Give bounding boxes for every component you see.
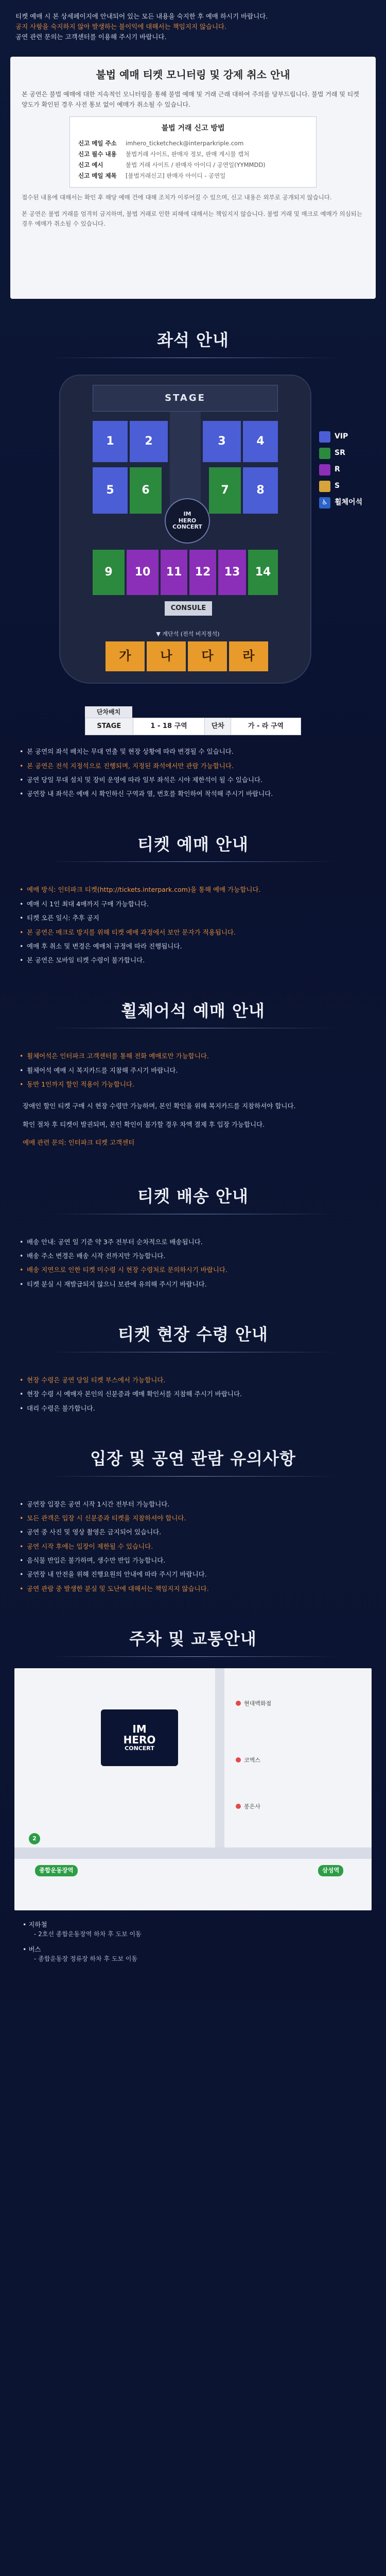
list-item: • 예매 시 1인 최대 4매까지 구매 가능합니다.: [20, 899, 366, 909]
delivery-notes: [0, 1226, 386, 1290]
report-value: [불법거래신고] 판매자 아이디 - 공연일: [126, 172, 226, 179]
table-row: [85, 718, 301, 735]
list-item: • 본 공연은 모바일 티켓 수령이 불가합니다.: [20, 955, 366, 965]
legend-vip: [319, 431, 362, 443]
legend-label: S: [335, 481, 340, 490]
poi-label: 현대백화점: [244, 1700, 272, 1707]
poi: [236, 1756, 260, 1765]
list-item: • 공연장 내 안전을 위해 진행요원의 안내에 따라 주시기 바랍니다.: [20, 1569, 366, 1579]
list-item: • 티켓 오픈 일시: 추후 공지: [20, 913, 366, 923]
report-value: imhero_ticketcheck@interparkriple.com: [126, 140, 244, 147]
console: CONSULE: [165, 601, 212, 616]
seat-block-7[interactable]: 7: [209, 467, 241, 514]
legend-sr: [319, 448, 362, 459]
intro-line-1: 티켓 예매 시 본 상세페이지에 안내되어 있는 모든 내용을 숙지한 후 예매 하시기 바랍니다.: [15, 12, 268, 20]
report-key: 신고 메일 제목: [78, 172, 117, 179]
zone-table-grid: [85, 718, 301, 735]
list-item: • 공연 당일 무대 설치 및 장비 운영에 따라 일부 좌석은 시야 제한석이 될 수 있습니다.: [20, 775, 366, 785]
list-item: • 공연 중 사진 및 영상 촬영은 금지되어 있습니다.: [20, 1527, 366, 1537]
stand-row: [106, 641, 268, 671]
seat-block-3[interactable]: 3: [203, 421, 241, 462]
notice-para-2: 접수된 내용에 대해서는 확인 후 해당 예매 건에 대해 조치가 이루어질 수 있으며, 신고 내용은 외부로 공개되지 않습니다.: [22, 194, 332, 201]
seat-block-10[interactable]: 10: [127, 550, 159, 595]
table-cell: 1 - 18 구역: [133, 718, 205, 735]
illegal-ticket-notice: [10, 57, 376, 299]
list-item: • 휠체어석 예매 시 복지카드를 지참해 주시기 바랍니다.: [20, 1065, 366, 1075]
report-key: 신고 예시: [78, 161, 103, 168]
seat-block-5[interactable]: 5: [93, 467, 128, 514]
poi-label: 봉은사: [244, 1803, 260, 1810]
table-cell: 단차: [205, 718, 231, 735]
list-item: • 동반 1인까지 할인 적용이 가능합니다.: [20, 1079, 366, 1089]
paragraph: 예매 관련 문의: 인터파크 티켓 고객센터: [23, 1138, 135, 1146]
transport-item: • 버스: [23, 1945, 41, 1953]
list-item: • 휠체어석은 인터파크 고객센터를 통해 전화 예매로만 가능합니다.: [20, 1051, 366, 1061]
list-item: • 음식물 반입은 불가하며, 생수만 반입 가능합니다.: [20, 1555, 366, 1565]
seat-block-4[interactable]: 4: [243, 421, 278, 462]
stand-label: ▼ 계단석 (전석 비지정석): [156, 630, 220, 637]
notice-title: 불법 예매 티켓 모니터링 및 강제 취소 안내: [96, 69, 290, 81]
list-item: • 예매 방식: 인터파크 티켓(http://tickets.interpark.com)을 통해 예매 가능합니다.: [20, 885, 366, 894]
seat-legend: [319, 431, 362, 514]
section-title-seat: 좌석 안내: [157, 330, 229, 350]
wheelchair-icon: ♿: [319, 497, 330, 509]
logo-concert: CONCERT: [125, 1744, 154, 1752]
logo-hero: HERO: [123, 1733, 156, 1746]
zone-table-head: 단차배치: [85, 706, 132, 718]
logo-im: IM: [132, 1722, 147, 1735]
section-title-wheelchair: 휠체어석 예매 안내: [121, 1001, 265, 1021]
pickup-notes: [0, 1364, 386, 1413]
metro-line-icon: 2: [29, 1833, 40, 1844]
table-cell: 가 - 라 구역: [231, 718, 301, 735]
zone-table: [85, 706, 301, 736]
list-item: • 공연 관람 중 발생한 분실 및 도난에 대해서는 책임지지 않습니다.: [20, 1584, 366, 1594]
seat-block-1[interactable]: 1: [93, 421, 128, 462]
list-item: • 본 공연은 매크로 방지를 위해 티켓 예매 과정에서 보안 문자가 적용됩니다.: [20, 927, 366, 937]
list-item: • 현장 수령 시 예매자 본인의 신분증과 예매 확인서를 지참해 주시기 바랍니다.: [20, 1389, 366, 1399]
section-title-delivery: 티켓 배송 안내: [137, 1187, 249, 1207]
seat-notes: [0, 735, 386, 799]
notice-para-3: 본 공연은 불법 거래를 엄격히 금지하며, 불법 거래로 인한 피해에 대해서는 책임지지 않습니다. 불법 거래 및 매크로 예매가 의심되는 경우 예매가 취소될 수 있습니다.: [22, 210, 362, 228]
report-row: [78, 171, 308, 181]
logo-im: IM: [183, 511, 191, 518]
legend-swatch: [319, 431, 330, 443]
list-item: • 본 공연의 좌석 배치는 무대 연출 및 현장 상황에 따라 변경될 수 있습니다.: [20, 747, 366, 756]
legend-label: 휠체어석: [335, 498, 363, 506]
seat-map: [10, 369, 376, 704]
logo-concert: CONCERT: [172, 523, 202, 530]
concert-logo: [165, 498, 210, 544]
legend-label: R: [335, 465, 340, 473]
list-item: • 배송 안내: 공연 일 기준 약 3주 전부터 순차적으로 배송됩니다.: [20, 1237, 366, 1247]
section-title-ticket: 티켓 예매 안내: [137, 834, 249, 854]
stage: STAGE: [93, 385, 278, 412]
report-row: [78, 138, 308, 149]
map-pin-icon: [236, 1757, 241, 1762]
venue-logo: [101, 1709, 178, 1766]
transport-sub: - 종합운동장 정류장 하차 후 도보 이동: [34, 1955, 138, 1963]
road: [14, 1848, 372, 1859]
stand-block[interactable]: 다: [188, 641, 227, 671]
report-card: [69, 116, 317, 188]
report-value: 불법거래 사이트, 판매자 정보, 판매 게시물 캡처: [126, 150, 250, 158]
list-item: • 현장 수령은 공연 당일 티켓 부스에서 가능합니다.: [20, 1375, 366, 1385]
list-item: • 공연장 입장은 공연 시작 1시간 전부터 가능합니다.: [20, 1499, 366, 1509]
list-item: • 티켓 분실 시 재발급되지 않으니 보관에 유의해 주시기 바랍니다.: [20, 1279, 366, 1289]
legend-swatch: [319, 448, 330, 459]
footer-spacer: [0, 1969, 386, 2000]
map-pin-icon: [236, 1701, 241, 1706]
road: [215, 1668, 224, 1848]
seat-block-14[interactable]: 14: [248, 550, 278, 595]
poi: [236, 1699, 271, 1708]
list-item: • 본 공연은 전석 지정석으로 진행되며, 지정된 좌석에서만 관람 가능합니다.: [20, 761, 366, 771]
intro-line-3: 공연 관련 문의는 고객센터를 이용해 주시기 바랍니다.: [15, 33, 167, 41]
legend-s: [319, 481, 362, 492]
poi: [236, 1802, 260, 1811]
section-title-entry: 입장 및 공연 관람 유의사항: [90, 1448, 296, 1468]
legend-swatch: [319, 464, 330, 476]
intro-line-2: 공지 사항을 숙지하지 않아 발생하는 불이익에 대해서는 책임지지 않습니다.: [15, 23, 227, 30]
table-cell: STAGE: [85, 718, 133, 735]
list-item: • 배송 지연으로 인한 티켓 미수령 시 현장 수령처로 문의하시기 바랍니다.: [20, 1265, 366, 1275]
seat-block-2[interactable]: 2: [130, 421, 168, 462]
transport-list: [23, 1920, 363, 1964]
divider: [49, 1656, 337, 1657]
entry-notes: [0, 1488, 386, 1594]
wheelchair-notes: [0, 1040, 386, 1089]
paragraph: 확인 절차 후 티켓이 발권되며, 본인 확인이 불가할 경우 차액 결제 후 입장 가능합니다.: [23, 1120, 265, 1128]
seat-block-13[interactable]: 13: [218, 550, 246, 595]
list-item: • 공연 시작 후에는 입장이 제한될 수 있습니다.: [20, 1541, 366, 1551]
station-label: 종합운동장역: [35, 1865, 78, 1876]
intro-text: [0, 0, 386, 49]
logo-hero: HERO: [178, 517, 197, 524]
seat-block-8[interactable]: 8: [243, 467, 278, 514]
seat-block-6[interactable]: 6: [130, 467, 162, 514]
legend-swatch: [319, 481, 330, 492]
stand-block[interactable]: 라: [229, 641, 268, 671]
section-title-parking: 주차 및 교통안내: [129, 1629, 257, 1649]
poi-label: 코엑스: [244, 1756, 260, 1764]
legend-label: SR: [335, 448, 345, 457]
paragraph: 장애인 할인 티켓 구매 시 현장 수령만 가능하며, 본인 확인을 위해 복지카드를 지참하셔야 합니다.: [23, 1102, 296, 1110]
list-item: • 배송 주소 변경은 배송 시작 전까지만 가능합니다.: [20, 1251, 366, 1261]
legend-label: VIP: [335, 432, 348, 440]
section-title-pickup: 티켓 현장 수령 안내: [118, 1325, 268, 1345]
transport-sub: - 2호선 종합운동장역 하차 후 도보 이동: [34, 1930, 142, 1938]
list-item: • 대리 수령은 불가합니다.: [20, 1403, 366, 1413]
map-pin-icon: [236, 1804, 241, 1809]
seat-block-9[interactable]: 9: [93, 550, 125, 595]
list-item: • 모든 관객은 입장 시 신분증과 티켓을 지참하셔야 합니다.: [20, 1513, 366, 1523]
seat-block-11[interactable]: 11: [161, 550, 187, 595]
divider: [49, 1476, 337, 1477]
legend-r: [319, 464, 362, 476]
seat-block-12[interactable]: 12: [189, 550, 216, 595]
stand-block[interactable]: 나: [147, 641, 186, 671]
venue-map[interactable]: [14, 1668, 372, 1910]
station-label: 삼성역: [318, 1865, 343, 1876]
report-key: 신고 메일 주소: [78, 140, 117, 147]
wheelchair-detail: [0, 1093, 386, 1148]
report-title: 불법 거래 신고 방법: [161, 124, 225, 132]
notice-para-1: 본 공연은 불법 예매에 대한 지속적인 모니터링을 통해 불법 예매 및 거래 근래 대하여 주의를 당부드립니다. 불법 거래 및 티켓 양도가 확인된 경우 사전 통보 없이 예매가 취소될 수 있습니다.: [22, 91, 359, 109]
report-value: 불법 거래 사이트 / 판매자 아이디 / 공연일(YYMMDD): [126, 161, 266, 168]
list-item: • 예매 후 취소 및 변경은 예매처 규정에 따라 진행됩니다.: [20, 941, 366, 951]
report-row: [78, 149, 308, 160]
divider: [49, 861, 337, 862]
report-key: 신고 필수 내용: [78, 150, 117, 158]
list-item: • 공연장 내 좌석은 예매 시 확인하신 구역과 열, 번호를 확인하여 착석해 주시기 바랍니다.: [20, 789, 366, 799]
report-row: [78, 160, 308, 171]
transport-item: • 지하철: [23, 1920, 47, 1928]
stand-block[interactable]: 가: [106, 641, 145, 671]
legend-wheelchair: [319, 497, 362, 509]
ticket-notes: [0, 873, 386, 965]
